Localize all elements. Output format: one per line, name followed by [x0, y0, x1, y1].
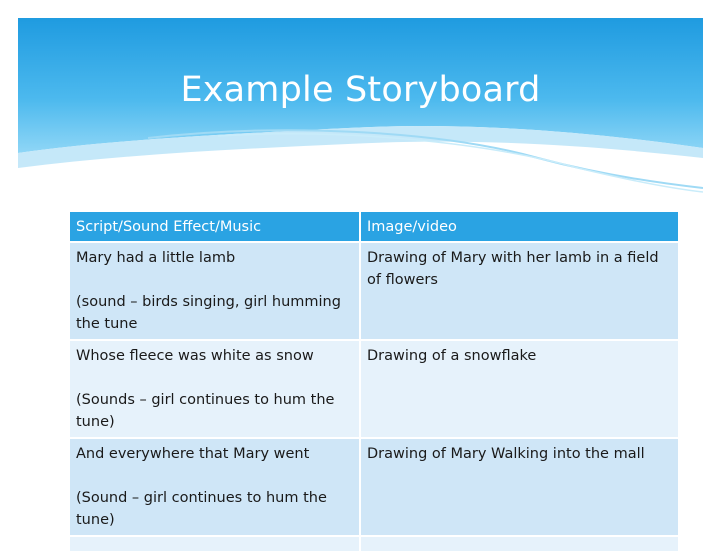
table-row — [70, 341, 678, 437]
image-cell — [361, 439, 678, 535]
script-line: And everywhere that Mary went — [76, 446, 310, 462]
sound-note: (Sound – girl continues to hum the tune) — [76, 490, 327, 528]
image-description: Drawing of Mary with her lamb in a field of flowers — [367, 250, 659, 288]
slide-header-banner — [18, 18, 703, 193]
table-row — [70, 439, 678, 535]
column-header-script: Script/Sound Effect/Music — [70, 212, 359, 241]
empty-cell — [70, 537, 359, 551]
sound-note: (sound – birds singing, girl humming the tune — [76, 294, 341, 332]
script-line: Mary had a little lamb — [76, 250, 236, 266]
script-line: Whose fleece was white as snow — [76, 348, 314, 364]
table-row-empty — [70, 537, 678, 551]
column-header-image: Image/video — [361, 212, 678, 241]
empty-cell — [361, 537, 678, 551]
table-row — [70, 243, 678, 339]
script-cell — [70, 341, 359, 437]
storyboard-table — [68, 210, 680, 553]
sound-note: (Sounds – girl continues to hum the tune) — [76, 392, 335, 430]
image-cell — [361, 341, 678, 437]
image-description: Drawing of Mary Walking into the mall — [367, 446, 645, 462]
slide-title: Example Storyboard — [180, 70, 541, 110]
image-cell — [361, 243, 678, 339]
image-description: Drawing of a snowflake — [367, 348, 537, 364]
script-cell — [70, 243, 359, 339]
table-header-row — [70, 212, 678, 241]
script-cell — [70, 439, 359, 535]
